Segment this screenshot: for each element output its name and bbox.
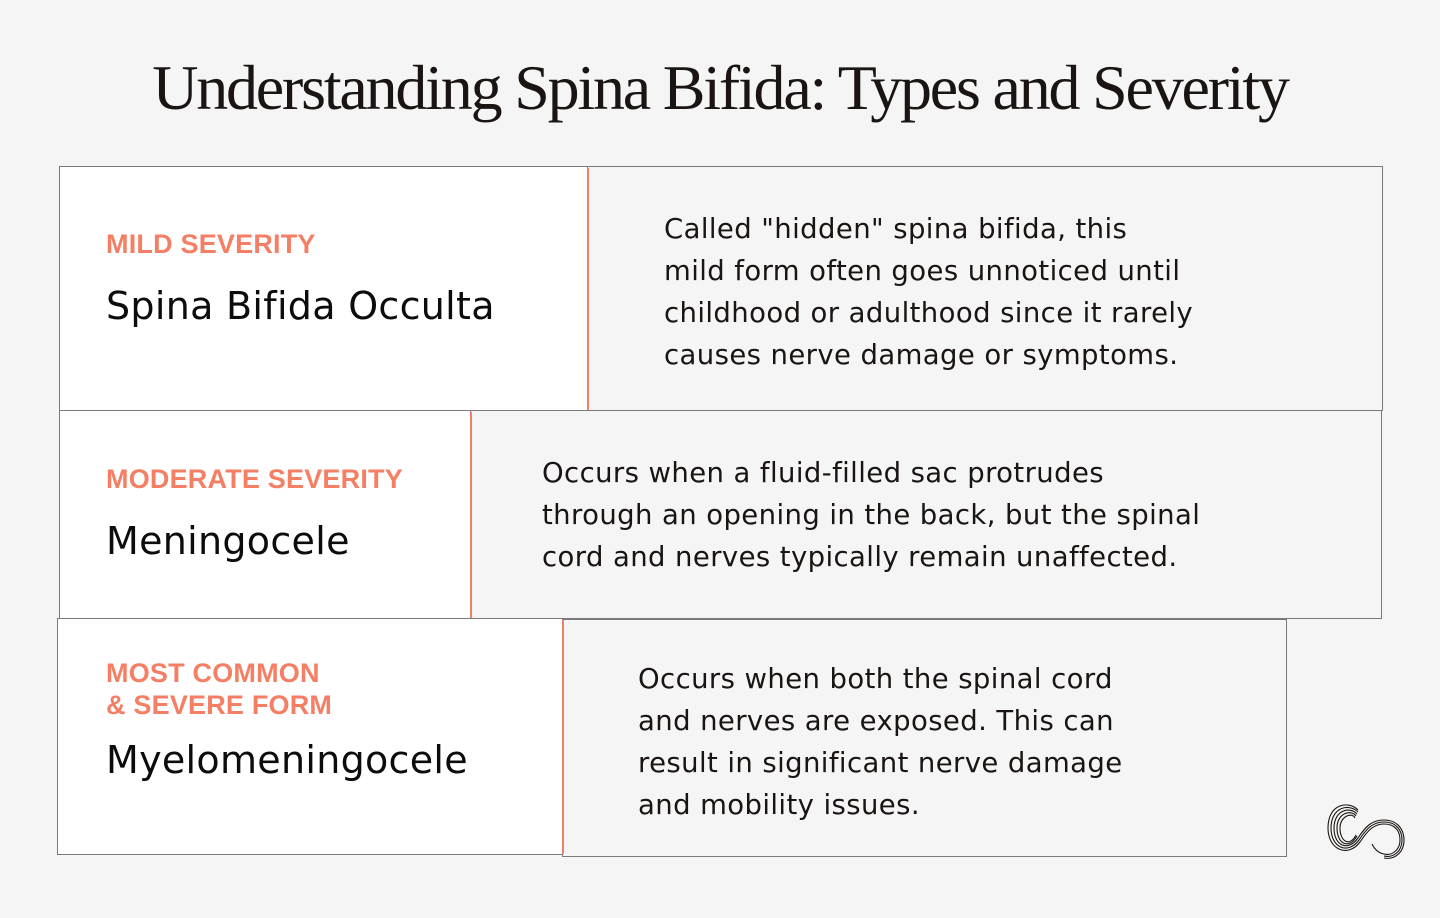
accent-divider [562,620,564,854]
severity-label: MODERATE SEVERITY [106,464,403,494]
severity-label: MOST COMMON & SEVERE FORM [106,658,333,720]
type-name: Spina Bifida Occulta [106,284,495,328]
type-description: Occurs when both the spinal cord and nerves are exposed. This can result in significant nerve damage and mobility issues. [638,663,1123,821]
type-name: Meningocele [106,519,350,563]
infinity-c-logo-icon [1322,798,1406,862]
severity-label: MILD SEVERITY [106,229,316,259]
type-description: Called "hidden" spina bifida, this mild form often goes unnoticed until childhood or adulthood since it rarely causes nerve damage or symptoms. [664,213,1194,371]
type-description: Occurs when a fluid-filled sac protrudes through an opening in the back, but the spinal cord and nerves typically remain unaffected. [542,457,1201,573]
accent-divider [470,412,472,618]
type-name: Myelomeningocele [106,738,468,782]
accent-divider [587,168,589,410]
page-title: Understanding Spina Bifida: Types and Severity [152,52,1288,123]
type-label-panel [59,410,472,619]
